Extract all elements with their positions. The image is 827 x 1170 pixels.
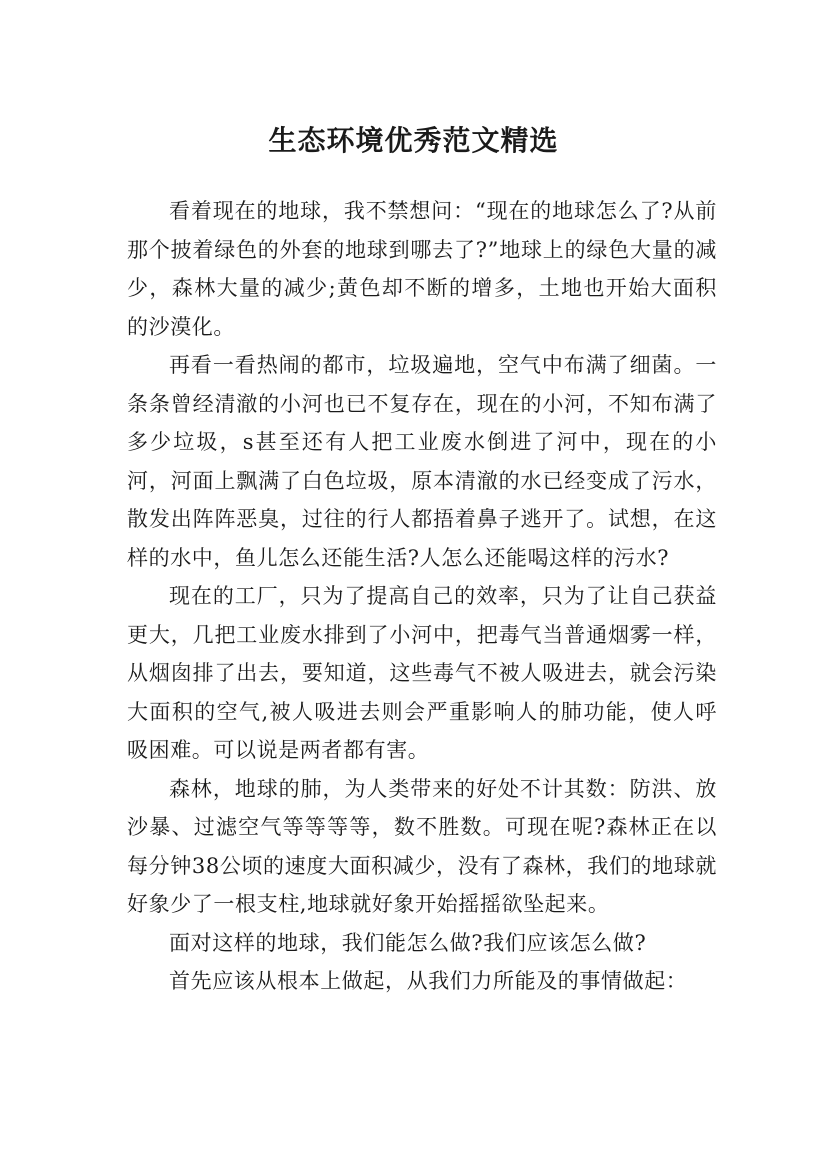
paragraph-4: 森林，地球的肺，为人类带来的好处不计其数：防洪、放沙暴、过滤空气等等等等，数不胜数。可现在呢?森林正在以每分钟38公顷的速度大面积减少，没有了森林，我们的地球就好象少了一根支柱,地球就好象开始摇摇欲坠起来。 — [127, 776, 717, 916]
paragraph-5: 面对这样的地球，我们能怎么做?我们应该怎么做? — [169, 930, 647, 955]
paragraph-1: 看着现在的地球，我不禁想问：“现在的地球怎么了?从前那个披着绿色的外套的地球到哪去了?”地球上的绿色大量的减少，森林大量的减少;黄色却不断的增多，土地也开始大面积的沙漠化。 — [127, 199, 717, 339]
paragraph-3: 现在的工厂，只为了提高自己的效率，只为了让自己获益更大，几把工业废水排到了小河中，把毒气当普通烟雾一样，从烟囱排了出去，要知道，这些毒气不被人吸进去，就会污染大面积的空气,被人吸进去则会严重影响人的肺功能，使人呼吸困难。可以说是两者都有害。 — [127, 584, 717, 762]
paragraph-2: 再看一看热闹的都市，垃圾遍地，空气中布满了细菌。一条条曾经清澈的小河也已不复存在，现在的小河，不知布满了多少垃圾，s甚至还有人把工业废水倒进了河中，现在的小河，河面上飘满了白色垃圾，原本清澈的水已经变成了污水，散发出阵阵恶臭，过往的行人都捂着鼻子逃开了。试想，在这样的水中，鱼儿怎么还能生活?人怎么还能喝这样的污水? — [127, 353, 717, 570]
document-body — [127, 192, 717, 1001]
paragraph-6: 首先应该从根本上做起，从我们力所能及的事情做起： — [169, 969, 688, 993]
document-title: 生态环境优秀范文精选 — [268, 123, 559, 157]
